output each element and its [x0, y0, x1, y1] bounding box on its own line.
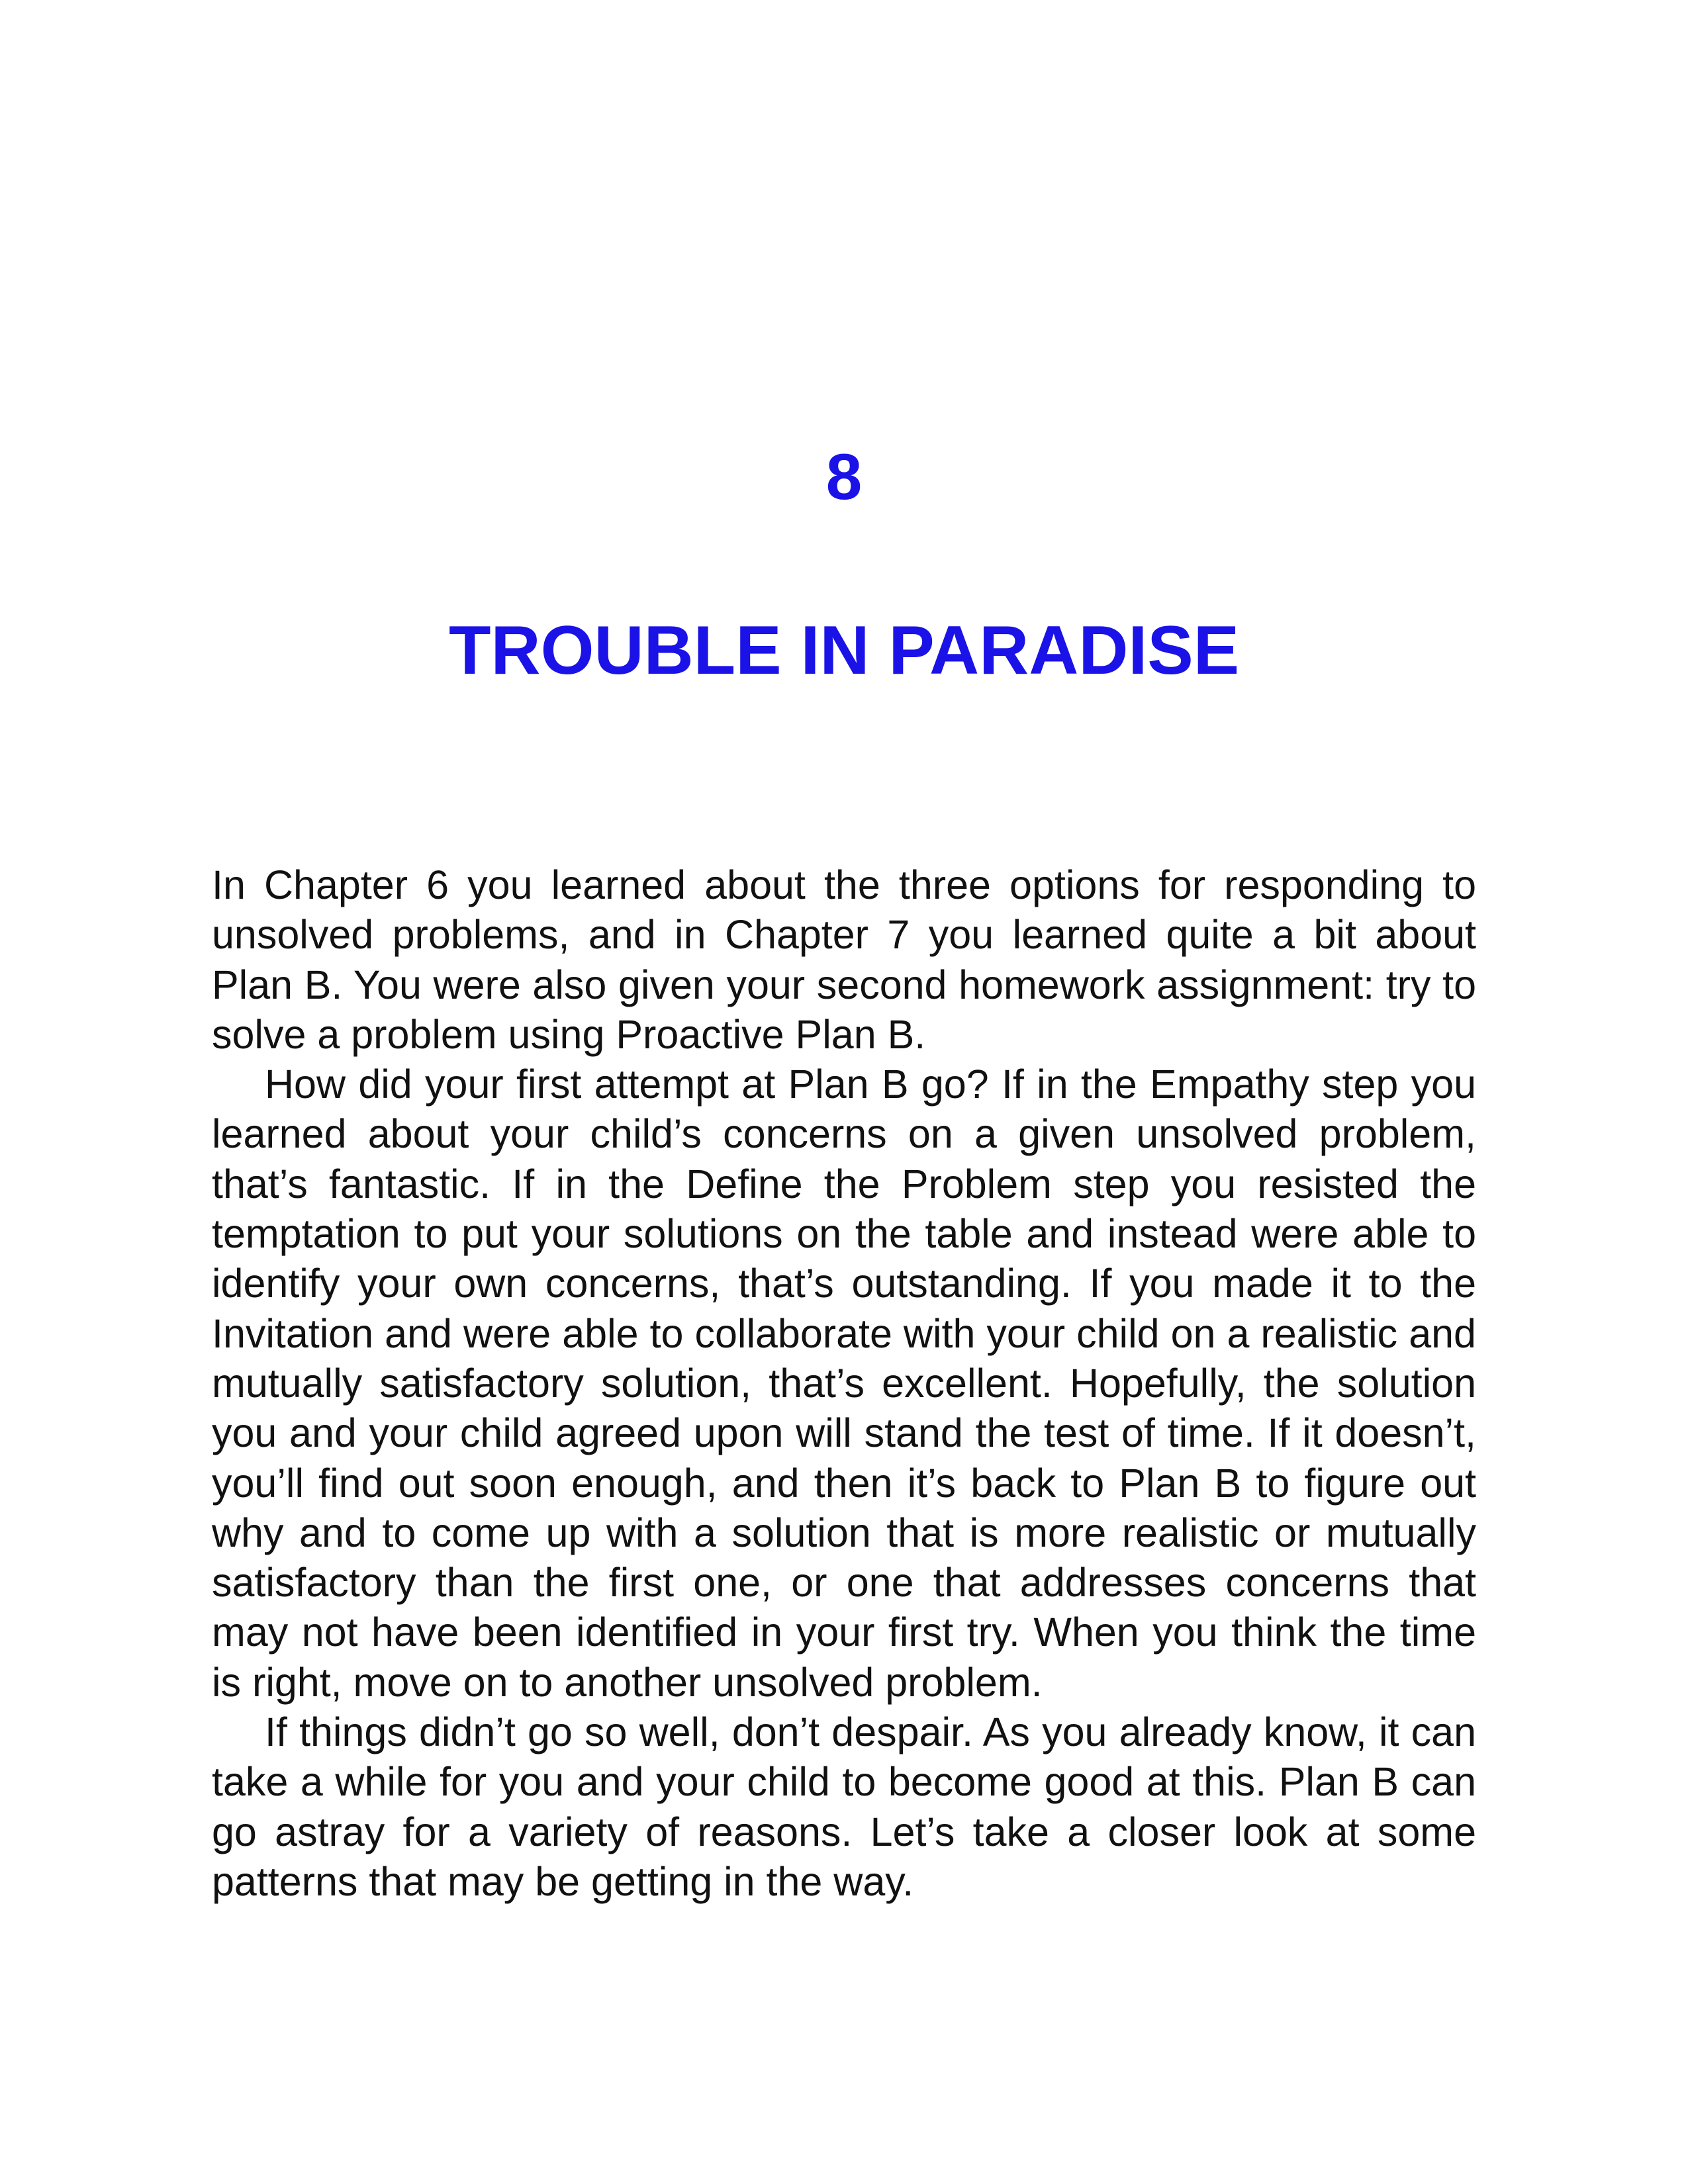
chapter-body [212, 860, 1476, 1907]
chapter-number: 8 [825, 440, 863, 513]
chapter-title: TROUBLE IN PARADISE [448, 612, 1240, 689]
paragraph-despair: If things didn’t go so well, don’t despair. As you already know, it can take a while for you and your child to become good at this. Plan B can go astray for a variety of reasons. Let’s take a closer look at some patterns that may be getting in the way. [212, 1709, 1476, 1904]
paragraph-intro: In Chapter 6 you learned about the three options for responding to unsolved problems, and in Chapter 7 you learned quite a bit about Plan B. You were also given your second homework assignment: try to solve a problem using Proactive Plan B. [212, 862, 1476, 1057]
paragraph-first-attempt: How did your first attempt at Plan B go? If in the Empathy step you learned about your child’s concerns on a given unsolved problem, that’s fantastic. If in the Define the Problem step you resisted the temptation to put your solutions on the table and instead were able to identify your own concerns, that’s outstanding. If you made it to the Invitation and were able to collaborate with your child on a realistic and mutually satisfactory solution, that’s excellent. Hopefully, the solution you and your child agreed upon will stand the test of time. If it doesn’t, you’ll find out soon enough, and then it’s back to Plan B to figure out why and to come up with a solution that is more realistic or mutually satisfactory than the first one, or one that addresses concerns that may not have been identified in your first try. When you think the time is right, move on to another unsolved problem. [212, 1062, 1476, 1705]
